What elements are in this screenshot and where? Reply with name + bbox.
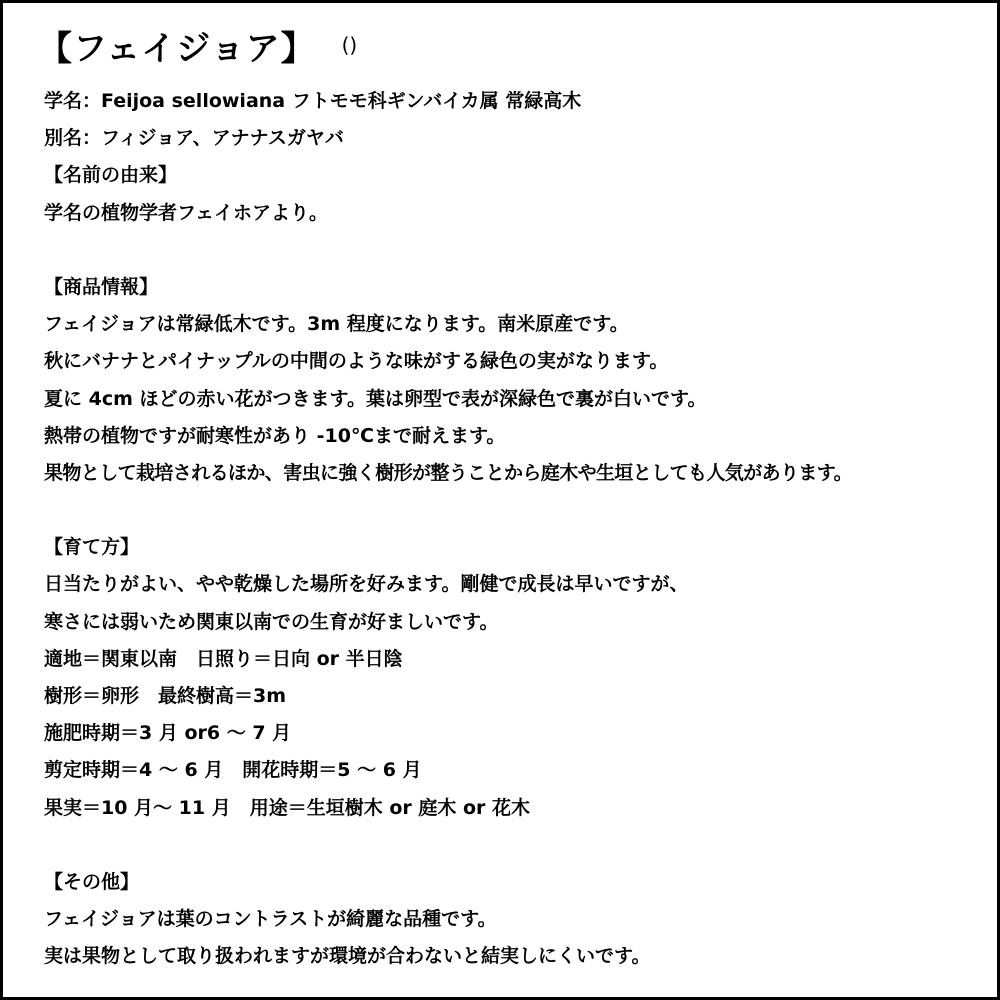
- how-to-grow-line: 寒さには弱いため関東以南での生育が好ましいです。: [44, 610, 499, 633]
- tree-shape-line: 樹形＝卵形 最終樹高＝3m: [44, 685, 287, 707]
- fruit-usage-line: 果実＝10 月～ 11 月 用途＝生垣樹木 or 庭木 or 花木: [44, 796, 531, 819]
- spacer: [44, 492, 984, 529]
- how-to-grow-line: 日当たりがよい、やや乾燥した場所を好みます。剛健で成長は早いですが、: [44, 573, 689, 596]
- product-info-line: 秋にバナナとパイナップルの中間のような味がする緑色の実がなります。: [44, 350, 669, 373]
- page-title: 【フェイジョア】: [38, 28, 316, 69]
- spacer: [44, 827, 984, 864]
- section-heading-how-to-grow: 【育て方】: [44, 536, 140, 559]
- section-heading-product-info: 【商品情報】: [44, 275, 159, 298]
- section-heading-name-origin: 【名前の由来】: [44, 164, 178, 187]
- spacer: [44, 232, 984, 269]
- product-info-line: 果物として栽培されるほか、害虫に強く樹形が整うことから庭木や生垣としても人気があります。: [44, 461, 853, 484]
- pruning-flowering-period-line: 剪定時期＝4 ～ 6 月 開花時期＝5 ～ 6 月: [44, 759, 422, 782]
- fertilizing-period-line: 施肥時期＝3 月 or6 ～ 7 月: [44, 722, 292, 745]
- title-parentheses: (): [341, 33, 358, 57]
- other-info-line: 実は果物として取り扱われますが環境が合わないと結実しにくいです。: [44, 945, 651, 968]
- alias-line: 別名：フィジョア、アナナスガヤバ: [44, 127, 344, 150]
- plant-description: [44, 83, 984, 976]
- scientific-name-line: 学名：Feijoa sellowiana フトモモ科ギンバイカ属 常緑高木: [44, 90, 582, 112]
- product-info-line: フェイジョアは常緑低木です。3m 程度になります。南米原産です。: [44, 313, 629, 336]
- title-row: [38, 20, 357, 70]
- product-info-line: 夏に 4cm ほどの赤い花がつきます。葉は卵型で表が深緑色で裏が白いです。: [44, 387, 707, 410]
- section-heading-other: 【その他】: [44, 870, 140, 893]
- product-info-line: 熱帯の植物ですが耐寒性があり -10℃まで耐えます。: [44, 424, 506, 447]
- other-info-line: フェイジョアは葉のコントラストが綺麗な品種です。: [44, 908, 497, 931]
- name-origin-text: 学名の植物学者フェイホアより。: [44, 201, 329, 224]
- suitable-location-line: 適地＝関東以南 日照り＝日向 or 半日陰: [44, 647, 403, 670]
